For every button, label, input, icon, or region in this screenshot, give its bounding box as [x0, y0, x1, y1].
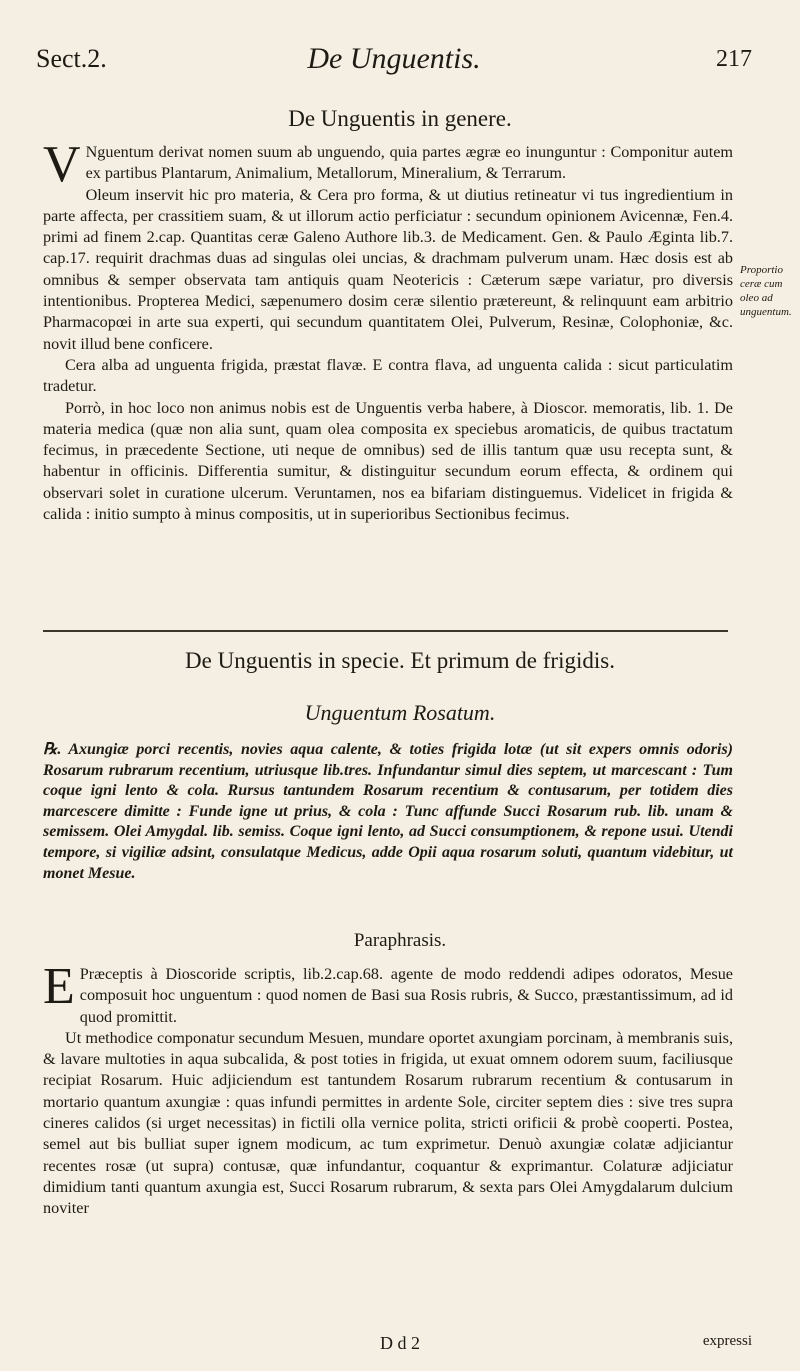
running-header	[36, 40, 752, 84]
section-heading-genere: De Unguentis in genere.	[288, 106, 512, 131]
section-divider	[43, 630, 728, 632]
page-number: 217	[716, 46, 752, 72]
body-text-genere	[43, 136, 733, 525]
paragraph-4: Porrò, in hoc loco non animus nobis est de Unguentis verba habere, à Dioscor. memoratis, lib. 1. De materia medica (quæ non alia sunt, quam olea composita ex speciebus aromaticis, de quibus tractatum fecimus, in præcedente Sectione, uti neque de omnibus) sed de illis tantum quæ usu recepta sunt, & habentur in officinis. Differentia sumitur, & distinguitur secundum eorum effecta, & ordinem qui observari solet in curatione ulcerum. Veruntamen, nos ea bifariam distinguemus. Videlicet in frigida & calida : initio sumpto à minus compositis, ut in superioribus Sectionibus fecimus.	[43, 398, 733, 524]
paragraph-3: Cera alba ad unguenta frigida, præstat flavæ. E contra flava, ad unguenta calida : sicut particulatim tradetur.	[43, 355, 733, 396]
margin-note: Proportio ceræ cum oleo ad unguentum.	[740, 264, 792, 318]
paraphrasis-paragraph-2: Ut methodice componatur secundum Mesuen, mundare oportet axungiam porcinam, à membranis suis, & lavare multoties in aqua subcalida, & post toties in frigida, ut exuat omnem odorem suum, faciliusque recipiat Rosarum. Huic adjiciendum est tantundem Rosarum rubrarum recentium & contusarum in mortario quantum axungiæ : quas infundi permittes in ardente Sole, circiter septem dies : sive tres supra cineres calidos (si urget necessitas) in fictili olla vernice polita, stricti orificii & probè cooperti. Postea, semel aut bis bulliat super ignem modicum, ac tum exprimetur. Denuò axungiæ colatæ adjiciantur recentes rosæ (ut supra) contusæ, quæ infundantur, coquantur & exprimantur. Colaturæ adjiciatur dimidium tanti quantum axungia est, Succi Rosarum rubrarum, & sexta pars Olei Amygdalarum dulcium noviter	[43, 1028, 733, 1218]
section-heading-specie: De Unguentis in specie. Et primum de frigidis.	[185, 648, 615, 673]
recipe-paragraph: ℞. Axungiæ porci recentis, novies aqua calente, & toties frigida lotæ (ut sit expers omnis odoris) Rosarum rubrarum recentium, utriusque lib.tres. Infundantur simul dies septem, ut marcescant : Tum coque igni lento & cola. Rursus tantundem Rosarum recentium & contusarum, per totidem dies marcescere dimitte : Funde igne ut prius, & cola : Tunc affunde Succi Rosarum rub. lib. unam & semissem. Olei Amygdal. lib. semiss. Coque igni lento, ad Succi consumptionem, & repone usui. Utendi tempore, si vigiliæ adsint, consulatque Medicus, adde Opii aqua rosarum soluti, quantum videbitur, ut monet Mesue.	[43, 741, 733, 882]
running-title: De Unguentis.	[307, 42, 481, 75]
catchword: expressi	[702, 1333, 752, 1349]
paraphrasis-heading: Paraphrasis.	[353, 930, 447, 951]
section-marker: Sect.2.	[36, 44, 107, 73]
drop-cap-e: E	[43, 958, 75, 1015]
paragraph-1-text: Nguentum derivat nomen suum ab unguendo, quia partes ægræ eo inunguntur : Componitur autem ex partibus Plantarum, Animalium, Metallorum, Mineralium, & Terrarum.	[85, 143, 733, 183]
recipe-title: Unguentum Rosatum.	[304, 700, 496, 725]
paragraph-1	[43, 136, 733, 193]
recipe-text	[43, 740, 733, 884]
paraphrasis-paragraph-1	[43, 958, 733, 1028]
body-text-paraphrasis	[43, 958, 733, 1220]
paraphrasis-paragraph-1-text: Præceptis à Dioscoride scriptis, lib.2.cap.68. agente de modo reddendi adipes odoratos, Mesue composuit hoc unguentum : quod nomen de Basi sua Rosis rubris, & Succo, præstantissimum, ad id quod promittit.	[79, 965, 733, 1026]
drop-cap-v: V	[43, 136, 81, 193]
signature-mark: D d 2	[380, 1333, 420, 1353]
paragraph-2: Oleum inservit hic pro materia, & Cera pro forma, & ut diutius retineatur vi tus ingredientium in parte affecta, per crassitiem suam, & ut illorum actio perficiatur : secundum opinionem Avicennæ, Fen.4. primi ad finem 2.cap. Quantitas ceræ Galeno Authore lib.3. de Medicament. Gen. & Paulo Æginta lib.7. cap.17. requirit drachmas duas ad singulas olei uncias, & drachmam pulverum unam. Hæc dosis est ab omnibus & semper observata tam antiquis quam Neotericis : Cæterum sæpe variatur, pro diversis intentionibus. Propterea Medici, sæpenumero dosim ceræ silentio prætereunt, & relinquunt eam arbitrio Pharmacopœi in arte sua experti, qui secundum quantitatem Olei, Pulverum, Resinæ, Colophoniæ, &c. novit illud bene conficere.	[43, 185, 733, 353]
